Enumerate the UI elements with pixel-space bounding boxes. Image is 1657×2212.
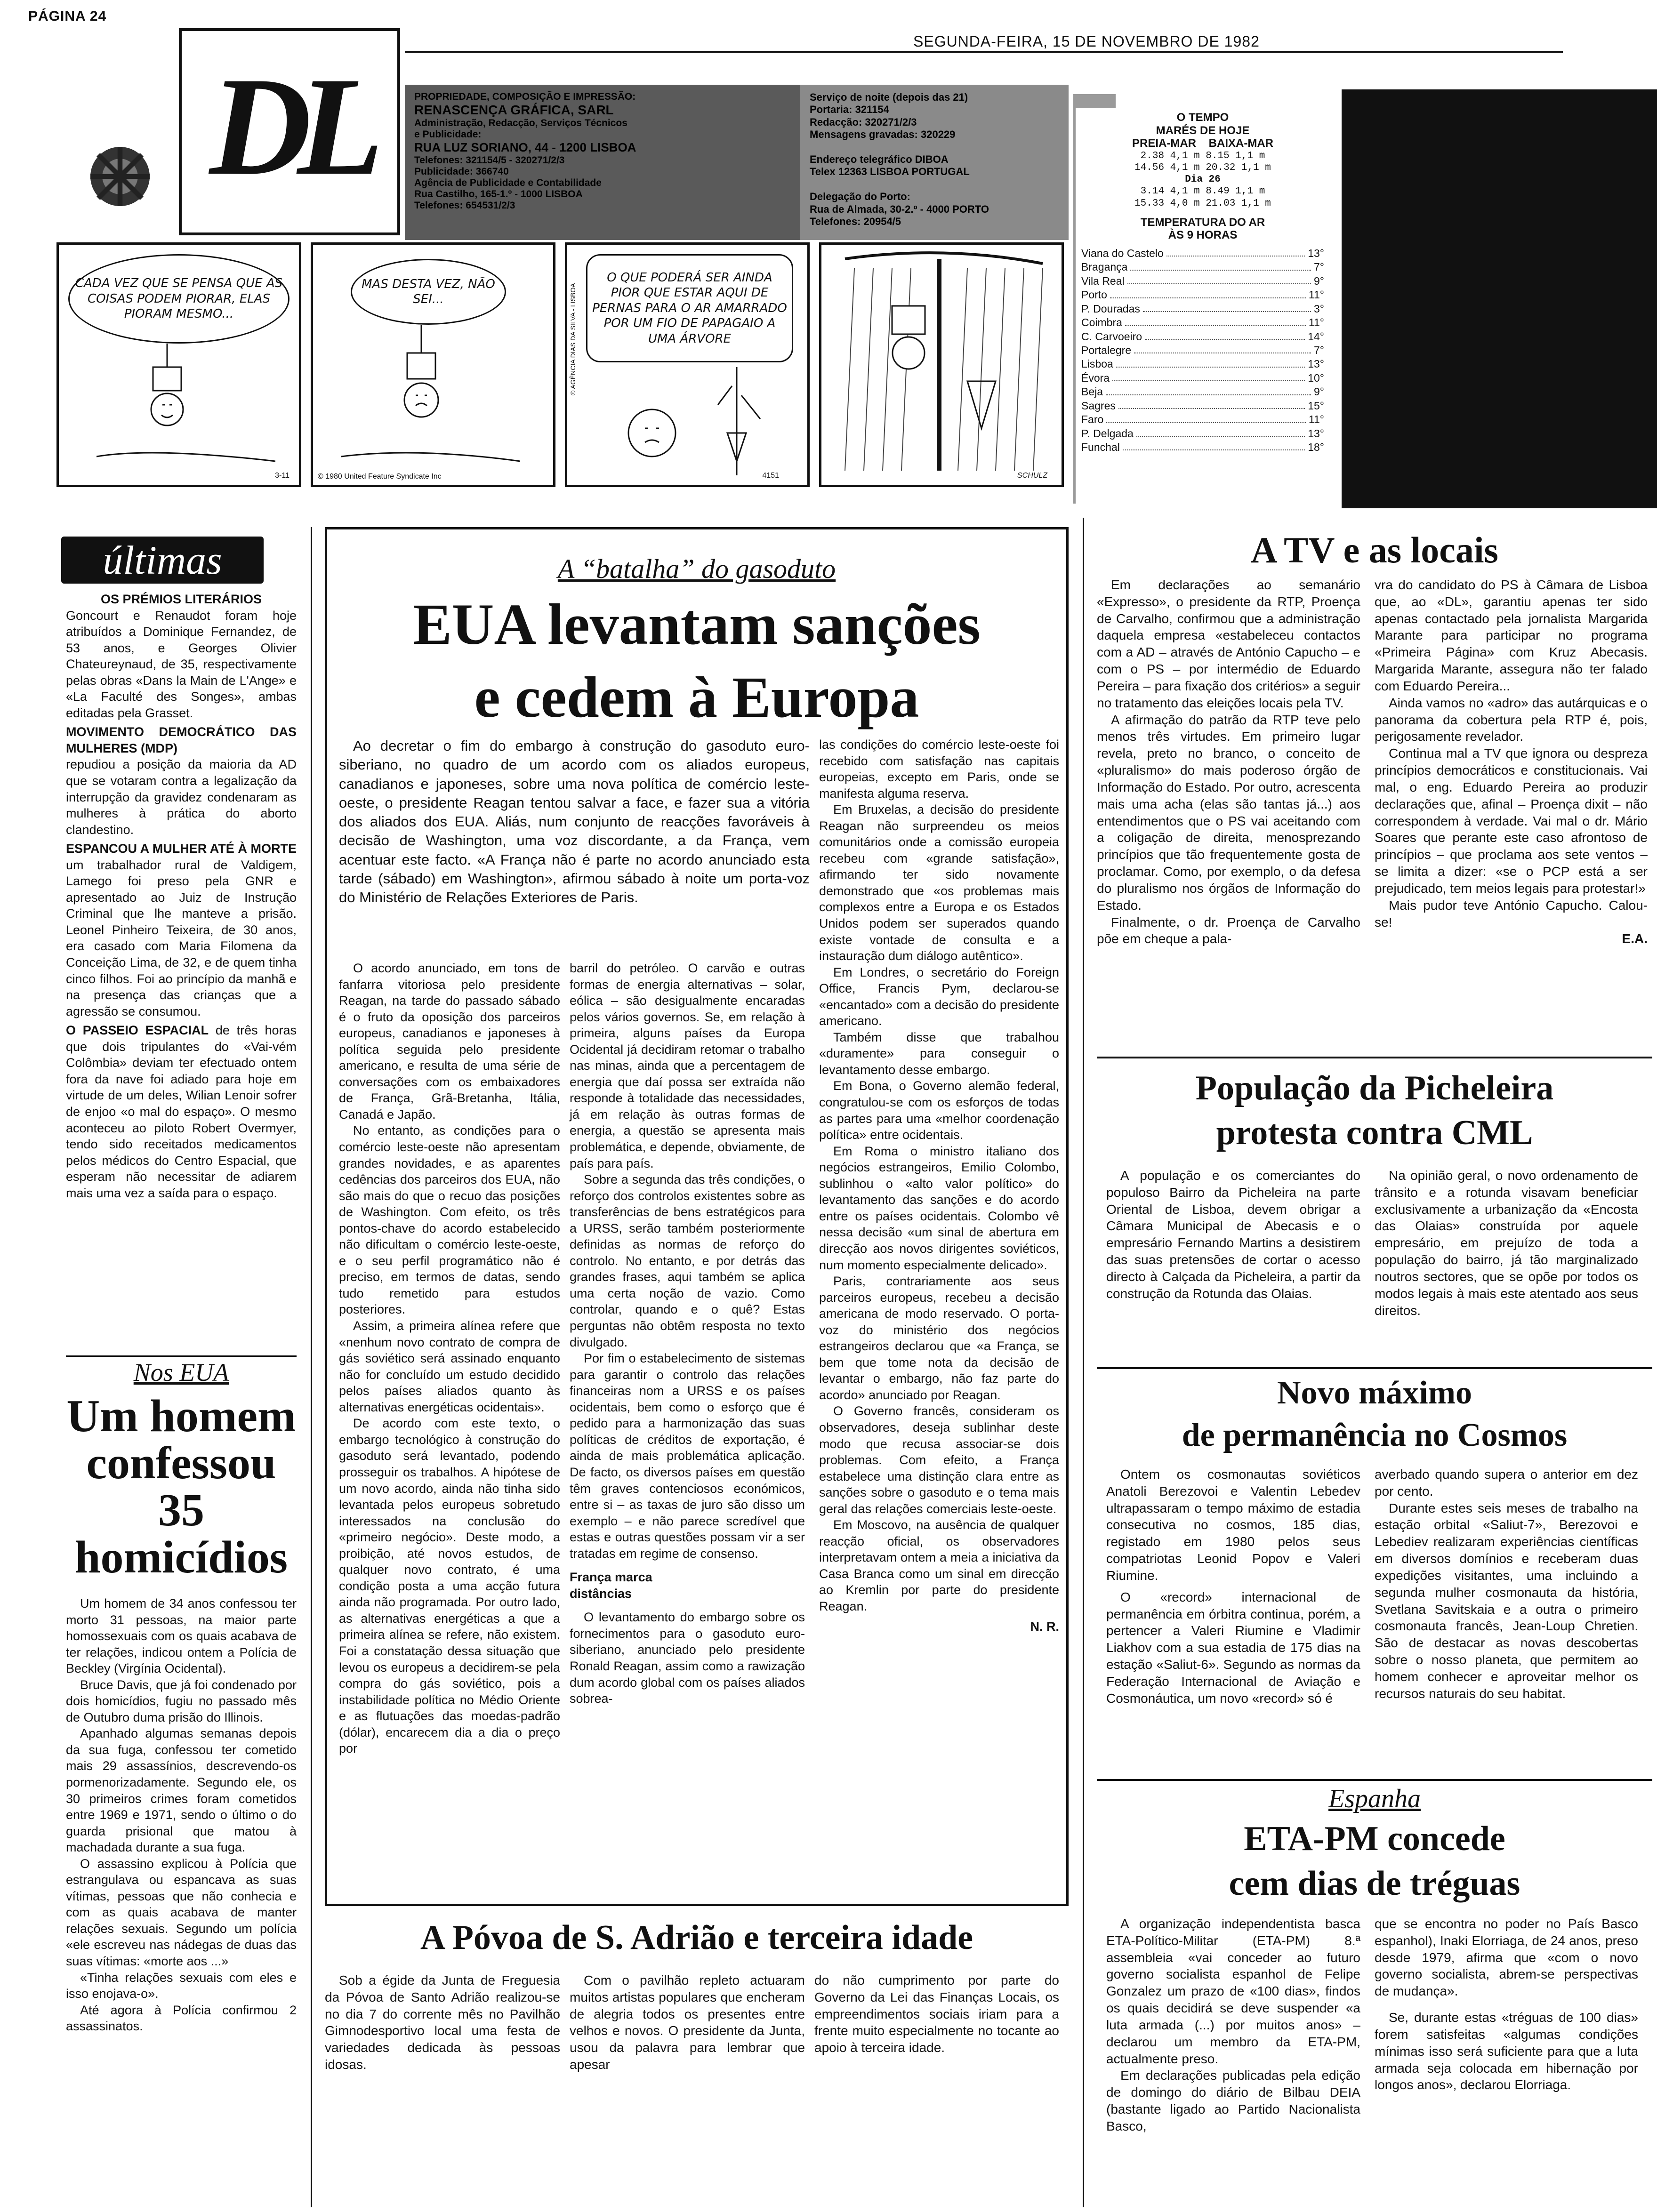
paragraph: vra do candidato do PS à Câmara de Lisboa que, ao «DL», garantiu apenas ter sido apenas contactado pela jornalista Margarida Marante para participar no programa «Primeira Página» com Kruz Abecasis. Margarida Marante, assegura não ter falado com Eduardo Pereira...	[1375, 577, 1648, 693]
city-temperature: 10°	[1308, 371, 1324, 384]
city-name: Bragança	[1081, 261, 1128, 273]
city-name: Sagres	[1081, 399, 1116, 412]
tide-row: 3.14 4,1 m 8.49 1,1 m	[1140, 186, 1265, 197]
city-temperature-row	[1081, 274, 1324, 288]
article-column	[570, 1972, 805, 2073]
city-temperature: 14°	[1308, 330, 1324, 343]
headline-line-1: Novo máximo	[1277, 1375, 1472, 1411]
article-column	[1106, 1466, 1360, 1707]
imprint-block	[405, 85, 819, 240]
city-temperature-row	[1081, 344, 1324, 357]
imprint-line: Publicidade: 366740	[414, 166, 509, 177]
dot-leader	[1118, 399, 1305, 409]
dot-leader	[1145, 330, 1305, 340]
city-temperature: 9°	[1314, 274, 1324, 287]
brief-body: um trabalhador rural de Valdigem, Lamego foi preso pela GNR e apresentado ao Juiz de Instrução Criminal que lhe manteve a prisão. Leonel Pinheiro Teixeira, de 30 anos, era casado com Maria Filomena da Conceição Lima, de 32, e de quem tinha cinco filhos. Foi ao princípio da manhã e na presença das crianças que a agressão se consumou.	[66, 858, 297, 1018]
speech-bubble: O QUE PODERÁ SER AINDA PIOR QUE ESTAR AQUI DE PERNAS PARA O AR AMARRADO POR UM FIO DE PAPAGAIO A UMA ÁRVORE	[586, 254, 793, 362]
brief-body: repudiou a posição da maioria da AD que se votaram contra a legalização da interrupção da gravidez condenaram as mulheres à prática do aborto clandestino.	[66, 757, 297, 837]
service-line: Endereço telegráfico DIBOA	[810, 153, 949, 165]
paragraph: Finalmente, o dr. Proença de Carvalho põe em cheque a pala-	[1097, 914, 1360, 946]
article-column	[1097, 577, 1360, 947]
paragraph: Se, durante estas «tréguas de 100 dias» forem satisfeitas «algumas condições mínimas isso será suficiente para que a luta armada seja colocada em hibernação por longos anos», declarou Elorriaga.	[1375, 2010, 1638, 2092]
paragraph: Em Bona, o Governo alemão federal, congratulou-se com os esforços de todas as partes para uma «melhor coordenação política» entre ocidentais.	[819, 1079, 1059, 1142]
dot-leader	[1143, 302, 1311, 312]
agency-credit: © AGÊNCIA DIAS DA SILVA - LISBOA	[569, 283, 577, 395]
paragraph: O «record» internacional de permanência em órbitra continua, porém, a pertencer a Valeri Riumine e Vladimir Liakhov com a sua estadia de 175 dias na estação «Saliut-6». Segundo as normas da Federação Internacional de Aviação e Cosmonáutica, um novo «record» só é	[1106, 1589, 1360, 1706]
imprint-line: Telefones: 321154/5 - 320271/2/3	[414, 154, 565, 166]
paragraph: las condições do comércio leste-oeste foi recebido com satisfação nas capitais europeias, excepto em Paris, onde se manifesta alguma reserva.	[819, 737, 1059, 801]
imprint-line: RENASCENÇA GRÁFICA, SARL	[414, 103, 614, 118]
dot-leader	[1116, 357, 1305, 367]
city-name: P. Douradas	[1081, 302, 1140, 315]
city-name: Faro	[1081, 413, 1104, 426]
service-line	[810, 178, 1059, 191]
brief-heading: MOVIMENTO DEMOCRÁTICO DAS MULHERES (MDP)	[66, 725, 297, 755]
article-column-3	[819, 737, 1059, 1635]
city-temperature: 13°	[1308, 358, 1324, 370]
service-line: Delegação do Porto:	[810, 191, 910, 203]
dot-leader	[1166, 247, 1305, 256]
paragraph: Em declarações ao semanário «Expresso», o presidente da RTP, Proença de Carvalho, confirmou que a administração daquela empresa «estabeleceu contactos com a AD – através de António Capucho – e com o PS – por intermédio de Eduardo Pereira – para fixação dos critérios» a seguir no tratamento das eleições locais pela TV.	[1097, 577, 1360, 710]
paragraph: Também disse que trabalhou «duramente» para conseguir o levantamento desse embargo.	[819, 1030, 1059, 1077]
city-name: Lisboa	[1081, 358, 1113, 370]
paragraph: A organização independentista basca ETA-Político-Militar (ETA-PM) 8.ª assembleia «vai conceder ao futuro governo socialista espanhol de Felipe Gonzalez um prazo de «100 dias», findos os quais decidirá se deve suspender «a luta armada (...) por muitos anos» – declarou um membro da ETA-PM, actualmente preso.	[1106, 1916, 1360, 2066]
headline-line-1: ETA-PM concede	[1244, 1819, 1505, 1858]
weather-title: O TEMPO	[1176, 111, 1229, 124]
lead-paragraph	[339, 737, 810, 907]
paragraph: O assassino explicou à Polícia que estrangulava ou espancava as suas vítimas, pessoas que não conhecia e com as quais acabava de manter relações sexuais. Segundo um polícia «ele escreveu nas nádegas de duas das suas vítimas: «morte aos ...»	[66, 1856, 297, 1969]
paragraph: O Governo francês, consideram os observadores, deseja sublinhar deste modo que recusa associar-se dois problemas. Com efeito, a França estabelece uma distinção clara entre as sanções sobre o gasoduto e o tema mais geral das relações comerciais leste-oeste.	[819, 1404, 1059, 1516]
section-rule	[1097, 1779, 1652, 1781]
tree-rain-drawing	[826, 249, 1062, 480]
city-temperature: 15°	[1308, 399, 1324, 412]
imprint-line: e Publicidade:	[414, 129, 482, 140]
signature: N. R.	[1030, 1619, 1059, 1634]
tide-row: 15.33 4,0 m 21.03 1,1 m	[1134, 198, 1271, 209]
charlie-brown-tree-drawing	[595, 367, 793, 480]
masthead-logo	[179, 28, 400, 235]
black-panel	[1342, 89, 1657, 508]
article-column-2	[570, 960, 805, 1707]
comic-code: 4151	[762, 472, 779, 480]
paragraph: Em Moscovo, na ausência de qualquer reacção oficial, os observadores interpretavam ontem a meia a iniciativa da Casa Branca como um sinal em direcção ao Kremlin por parte do presidente Reagan.	[819, 1518, 1059, 1613]
snoopy-kite-drawing	[97, 339, 275, 480]
imprint-line: Agência de Publicidade e Contabilidade	[414, 177, 602, 188]
comic-strip	[56, 242, 1073, 487]
paragraph: Durante estes seis meses de trabalho na estação orbital «Saliut-7», Berezovoi e Lebediev realizaram experiências científicas em diversos domínios e receberam duas expedições visitantes, uma incluindo a segunda mulher cosmonauta da história, Svetlana Savitskaia e a outra o primeiro cosmonauta francês, Jean-Loup Chretien. São de destacar as novas descobertas sobre o nosso planeta, que permitem ao homem conhecer e aproveitar melhor os recursos naturais do seu habitat.	[1375, 1500, 1638, 1701]
paragraph: Em Londres, o secretário do Foreign Office, Francis Pym, declarou-se «encantado» com a decisão do presidente americano.	[819, 965, 1059, 1028]
city-name: Funchal	[1081, 441, 1120, 454]
logo-text: DL	[209, 48, 370, 204]
weather-box	[1076, 108, 1330, 504]
paragraph: Continua mal a TV que ignora ou despreza princípios democráticos e constitucionais. Vai mal, o eng. Eduardo Pereira ao produzir declarações que, afinal – Proença dixit – não correspondem à verdade. Vai mal o dr. Mário Soares que perante este caso afrontoso de princípios – que proclama aos sete ventos – se limita a dizer: «se o PCP está a ser prejudicado, tem meios legais para protestar!»	[1375, 746, 1648, 896]
city-name: Portalegre	[1081, 344, 1132, 356]
tides-title: MARÉS DE HOJE	[1156, 124, 1250, 137]
paragraph: Assim, a primeira alínea refere que «nenhum novo contrato de compra de gás soviético será assinado enquanto não for concluído um estudo decidido pelos países aliados quanto às alternativas energéticas ocidentais».	[339, 1319, 560, 1414]
service-line	[810, 141, 1059, 153]
paragraph: Bruce Davis, que já foi condenado por dois homicídios, fugiu no passado mês de Outubro duma prisão do Illinois.	[66, 1677, 297, 1724]
city-temperature: 7°	[1314, 261, 1324, 273]
paragraph: O acordo anunciado, em tons de fanfarra vitoriosa pelo presidente Reagan, na tarde do passado sábado é o fruto da oposição dos parceiros europeus, canadianos e japoneses à política seguida pelo presidente americano, e resulta de uma série de conversações com os embaixadores de França, Grã-Bretanha, Itália, Canadá e Japão.	[339, 961, 560, 1122]
headline-line-2: protesta contra CML	[1216, 1114, 1533, 1152]
city-temperature-row	[1081, 260, 1324, 274]
charlie-brown-drawing	[341, 325, 520, 475]
ultimas-banner: últimas	[61, 537, 264, 584]
headline-line-2: de permanência no Cosmos	[1182, 1417, 1568, 1453]
paragraph: Ao decretar o fim do embargo à construção do gasoduto euro-siberiano, no quadro de um acordo com os aliados europeus, canadianos e japoneses, sobre uma nova política de comércio leste-oeste, o presidente Reagan tentou salvar a face, e fazer sua a vitória dos aliados dos EUA. Aliás, num conjunto de reacções favoráveis à decisão de Washington, uma voz discordante, a da França, vem acentuar este facto. «A França não é parte no acordo anunciado esta tarde (sábado) em Washington», afirmou sábado à noite um porta-voz do Ministério de Relações Exteriores de Paris.	[339, 737, 810, 906]
brief-heading: O PASSEIO ESPACIAL	[66, 1023, 209, 1038]
service-line: Mensagens gravadas: 320229	[810, 128, 956, 141]
article-column	[1375, 1915, 1638, 2093]
paragraph: Em Roma o ministro italiano dos negócios estrangeiros, Emilio Colombo, sublinhou o «alto valor político» do levantamento das sanções e do acordo entre os países ocidentais. Colombo vê nessa decisão «um sinal de abertura em direcção aos novos dirigentes soviéticos, num momento especialmente delicado».	[819, 1144, 1059, 1272]
dot-leader	[1136, 427, 1305, 437]
city-temperature: 11°	[1308, 413, 1324, 426]
paragraph: No entanto, as condições para o comércio leste-oeste não apresentam grandes novidades, e as aparentes cedências dos parceiros dos EUA, não são mais do que o recuo das posições de Washington. Com efeito, os três pontos-chave do acordo estabelecido não dificultam o comércio leste-oeste, e o seu perfil programático não é preciso, em termos de datas, sendo tudo remetido para estudos posteriores.	[339, 1123, 560, 1317]
section-rule	[66, 1355, 297, 1357]
service-block	[800, 85, 1069, 240]
ultimas-column	[66, 591, 297, 1201]
paragraph: Um homem de 34 anos confessou ter morto 31 pessoas, na maior parte homossexuais com os quais acabava de ter relações, indicou ontem a Polícia de Beckley (Virgínia Ocidental).	[66, 1596, 297, 1676]
comic-panel-2	[311, 242, 555, 487]
paragraph: Em declarações publicadas pela edição de domingo do diário de Bilbau DEIA (bastante ligado ao Partido Nacionalista Basco,	[1106, 2068, 1360, 2133]
dot-leader	[1130, 260, 1311, 270]
paragraph: O levantamento do embargo sobre os fornecimentos para o gasoduto euro-siberiano, anunciado pelo presidente Ronald Reagan, assim como a rawização dum acordo global com os países aliados sobrea-	[570, 1610, 805, 1706]
city-temperature: 9°	[1314, 385, 1324, 398]
comic-panel-3	[565, 242, 810, 487]
paragraph: Sobre a segunda das três condições, o reforço dos controlos existentes sobre as transferências de bens estratégicos para a URSS, serão também posteriormente definidas as normas de reforço do controlo. No entanto, e por detrás das grandes frases, aqui também se aplica uma certa noção de vazio. Como controlar, quando e o quê? Estas perguntas não obtêm resposta no texto divulgado.	[570, 1172, 805, 1349]
signature: E.A.	[1622, 931, 1648, 946]
city-temperature: 7°	[1314, 344, 1324, 356]
paragraph: Apanhado algumas semanas depois da sua fuga, confessou ter cometido mais 29 assassínios, descrevendo-os pormenorizadamente. Segundo ele, os 30 primeiros crimes foram cometidos entre 1969 e 1971, sendo o último o do guarda prisional que matou à machadada durante a sua fuga.	[66, 1726, 297, 1855]
paragraph: A afirmação do patrão da RTP teve pelo menos três virtudes. Em primeiro lugar revela, preto no branco, o conceito de «pluralismo» do mais poderoso órgão de Informação do Estado. Por outro, acrescenta mais uma acha (elas são tantas já...) aos entendimentos que o PS vai aceitando com a coligação de direita, menosprezando princípios que tão frequentemente gosta de proclamar. Como, por exemplo, o da defesa do pluralismo nos órgãos de Informação do Estado.	[1097, 712, 1360, 913]
tide-row: 2.38 4,1 m 8.15 1,1 m	[1140, 150, 1265, 161]
paragraph: que se encontra no poder no País Basco espanhol), Inaki Elorriaga, de 24 anos, preso desde 1979, afirma que «com o novo governo socialista, abrem-se perspectivas de mudança».	[1375, 1916, 1638, 1999]
page-number: PÁGINA 24	[28, 8, 107, 24]
paragraph: Mais pudor teve António Capucho. Calou-se!	[1375, 898, 1648, 930]
article-column	[325, 1972, 560, 2073]
dot-leader	[1106, 413, 1306, 423]
article-column	[1375, 577, 1648, 947]
city-temperature-row	[1081, 399, 1324, 413]
comic-copyright: © 1980 United Feature Syndicate Inc	[318, 473, 442, 481]
city-temperature: 13°	[1308, 247, 1324, 259]
section-rule	[1097, 1367, 1652, 1369]
city-temperature: 11°	[1308, 289, 1324, 301]
city-temperature-row	[1081, 441, 1324, 454]
service-line: Portaria: 321154	[810, 104, 889, 116]
speech-bubble: CADA VEZ QUE SE PENSA QUE AS COISAS PODEM PIORAR, ELAS PIORAM MESMO...	[68, 254, 290, 344]
city-name: Coimbra	[1081, 316, 1122, 329]
brief-body: de três horas que dois tripulantes do «Vai-vém Colômbia» deviam ter efectuado ontem fora da nave foi adiado para hoje em virtude de um deles, Wilian Lenoir sofrer de enjoo «o mal do espaço». O mesmo aconteceu ao piloto Robert Overmyer, tendo sido receitados medicamentos pelos médicos do Centro Espacial, que esperam não necessitar de adiarem mais uma vez a saída para o espaço.	[66, 1023, 297, 1200]
dot-leader	[1110, 288, 1306, 298]
tide-day: Dia 26	[1185, 174, 1221, 185]
city-temperature-row	[1081, 371, 1324, 385]
section-kicker: A “batalha” do gasoduto	[557, 553, 836, 584]
service-line: Serviço de noite (depois das 21)	[810, 91, 968, 103]
paragraph: Sob a égide da Junta de Freguesia da Póvoa de Santo Adrião realizou-se no dia 7 do corrente mês no Pavilhão Gimnodesportivo local uma festa de variedades dedicada às pessoas idosas.	[325, 1973, 560, 2072]
paragraph: «Tinha relações sexuais com eles e isso enojava-o».	[66, 1970, 297, 2001]
brief-heading: ESPANCOU A MULHER ATÉ À MORTE	[66, 842, 297, 856]
paragraph: Por fim o estabelecimento de sistemas para garantir o controlo das relações financeiras nom a URSS e os países ocidentais, bem como o esforço que é pedido para a harmonização das suas políticas de créditos de exportação, é ainda de mais problemática aplicação. De facto, os diversos países em questão têm graves contenciosos económicos, entre si – as taxas de juro são disso um exemplo – e não parece scredível que estas e outras questões possam vir a ser tratadas em regime de consenso.	[570, 1351, 805, 1561]
paragraph: averbado quando supera o anterior em dez por cento.	[1375, 1467, 1638, 1499]
comic-panel-4	[819, 242, 1064, 487]
headline: A Póvoa de S. Adrião e terceira idade	[420, 1918, 973, 1957]
tide-row: 14.56 4,1 m 20.32 1,1 m	[1134, 162, 1271, 173]
subheading: França marca distâncias	[570, 1570, 652, 1601]
city-temperature-row	[1081, 357, 1324, 371]
city-temperature: 3°	[1314, 302, 1324, 315]
imprint-line: Rua Castilho, 165-1.º - 1000 LISBOA	[414, 188, 583, 200]
article-column	[1375, 1466, 1638, 1702]
paragraph: barril do petróleo. O carvão e outras formas de energia alternativas – solar, eólica – são desigualmente encaradas pelos vários governos. Se, em relação à primeira, alguns países da Europa Ocidental já decidiram retomar o trabalho nas minas, ainda que a percentagem de energia que daí possa ser extraída não responde à totalidade das necessidades, já em relação às outras formas de energia, a questão se apresenta mais problemática, e depende, obviamente, de país para país.	[570, 961, 805, 1170]
imprint-line: Administração, Redacção, Serviços Técnicos	[414, 118, 627, 129]
service-line: Redacção: 320271/2/3	[810, 116, 917, 128]
header-rule	[405, 51, 1563, 53]
paragraph: De acordo com este texto, o embargo tecnológico à construção do gasoduto será levantado, podendo prosseguir os trabalhos. A hipótese de um novo acordo, ainda não tinha sido levantada pelos europeus sobretudo interessados na conclusão do «primeiro negócio». Deste modo, a proibição, até novos estudos, de qualquer novo contrato, é uma condição posta a uma acção futura ainda não programada. Por outro lado, as alternativas energéticas a que a primeira alínea se refere, não existem. Foi a constatação dessa situação que levou os europeus a decidirem-se pela compra do gás soviético, pois a instabilidade política no Médio Oriente e as flutuações das moedas-padrão (dólar), encarecem dia a dia o preço por	[339, 1416, 560, 1756]
city-name: P. Delgada	[1081, 427, 1134, 440]
city-name: Viana do Castelo	[1081, 247, 1164, 259]
city-name: Vila Real	[1081, 274, 1125, 287]
city-temperature-row	[1081, 247, 1324, 260]
dot-leader	[1134, 344, 1311, 353]
imprint-line: RUA LUZ SORIANO, 44 - 1200 LISBOA	[414, 140, 636, 154]
temperature-subtitle: ÀS 9 HORAS	[1168, 229, 1238, 242]
paragraph: Ainda vamos no «adro» das autárquicas e o panorama da cobertura pela RTP é, pois, perigosamente revelador.	[1375, 695, 1648, 744]
dot-leader	[1123, 441, 1305, 450]
city-temperature-row	[1081, 330, 1324, 344]
column-rule	[311, 527, 312, 2207]
paragraph: Na opinião geral, o novo ordenamento de trânsito e a rotunda visavam beneficiar exclusivamente a urbanização da «Encosta das Olaias» construída por aquele empresário, em prejuízo de toda a população do bairro, já tão marginalizado noutros sectores, que se opõe por todos os modos legais à mais este atentado aos seus direitos.	[1375, 1168, 1638, 1318]
city-temperature-row	[1081, 288, 1324, 302]
city-temperature-row	[1081, 302, 1324, 316]
headline-line-1: EUA levantam sanções	[413, 592, 981, 657]
paragraph: do não cumprimento por parte do Governo da Lei das Finanças Locais, os empreendimentos sociais iriam para a frente muito especialmente no tocante ao apoio à terceira idade.	[814, 1973, 1059, 2055]
headline: A TV e as locais	[1251, 529, 1498, 570]
comic-date: 3-11	[275, 472, 290, 480]
dot-leader	[1125, 316, 1306, 326]
section-rule	[1097, 1057, 1652, 1058]
city-temperature-row	[1081, 385, 1324, 399]
city-name: Beja	[1081, 385, 1103, 398]
imprint-line: Telefones: 654531/2/3	[414, 200, 515, 211]
speech-bubble: MAS DESTA VEZ, NÃO SEI...	[351, 259, 506, 325]
city-temperature-row	[1081, 413, 1324, 426]
article-column-1	[339, 960, 560, 1757]
city-name: Porto	[1081, 289, 1107, 301]
headline: Um homem confessou 35 homicídios	[66, 1391, 296, 1583]
dot-leader	[1112, 371, 1305, 381]
city-temperature: 11°	[1308, 316, 1324, 329]
paragraph: Paris, contrariamente aos seus parceiros europeus, recebeu a decisão americana de modo reservado. O porta-voz do ministério dos negócios estrangeiros declarou que «a França, se bem que tome nota da decisão de levantar o embargo, não faz parte do acordo» anunciado por Reagan.	[819, 1274, 1059, 1402]
city-temperature-row	[1081, 316, 1324, 329]
headline-line-2: e cedem à Europa	[474, 665, 919, 729]
service-line: Telex 12363 LISBOA PORTUGAL	[810, 166, 970, 178]
city-temperature-list	[1081, 247, 1324, 455]
city-temperature: 13°	[1308, 427, 1324, 440]
temperature-title: TEMPERATURA DO AR	[1140, 216, 1265, 229]
city-name: C. Carvoeiro	[1081, 330, 1142, 343]
section-kicker: Nos EUA	[133, 1358, 229, 1387]
paragraph: Ontem os cosmonautas soviéticos Anatoli Berezovoi e Valentin Lebedev ultrapassaram o tempo máximo de estadia consecutiva no cosmos, 185 dias, registado em 1980 pelos seus compatriotas Leonid Popov e Valeri Riumine.	[1106, 1467, 1360, 1583]
dot-leader	[1106, 385, 1311, 395]
headline-line-2: cem dias de tréguas	[1229, 1864, 1520, 1903]
headline-line-1: População da Picheleira	[1195, 1069, 1554, 1107]
artist-signature: SCHULZ	[1017, 472, 1047, 480]
emblem-icon	[71, 127, 169, 226]
section-kicker: Espanha	[1328, 1784, 1421, 1813]
city-temperature-row	[1081, 427, 1324, 441]
article-column	[1375, 1167, 1638, 1319]
paragraph: Em Bruxelas, a decisão do presidente Reagan não surpreendeu os meios comunitários onde a comissão europeia recebeu com «grande satisfação», afirmando ter sido novamente demonstrado que «os problemas mais complexos entre a Europa e os Estados Unidos podem ser superados quando existe vontade de consulta e a instauração dum diálogo autêntico».	[819, 802, 1059, 963]
column-rule	[1083, 518, 1084, 2207]
service-line: Telefones: 20954/5	[810, 215, 901, 227]
article-column	[814, 1972, 1059, 2056]
paragraph: A população e os comerciantes do populoso Bairro da Picheleira na parte Oriental de Lisboa, devem obrigar a Câmara Municipal de Abecasis e o empresário Fernando Martins a desistirem das suas pretensões de cortar o acesso directo à Calçada da Picheleira, a partir da construção da Rotunda das Olaias.	[1106, 1168, 1360, 1301]
imprint-line: PROPRIEDADE, COMPOSIÇÃO E IMPRESSÃO:	[414, 91, 636, 102]
tides-columns: PREIA-MAR BAIXA-MAR	[1132, 137, 1273, 150]
article-body	[66, 1595, 297, 2035]
dot-leader	[1127, 274, 1311, 284]
city-temperature: 18°	[1308, 441, 1324, 454]
brief-body: Goncourt e Renaudot foram hoje atribuídos a Dominique Fernandez, de 53 anos, e Georges Olivier Chateureynaud, de 35, respectivamente pelas obras «Dans la Main de L'Ange» e «La Faculté des Songes», ambas editadas pela Grasset.	[66, 608, 297, 720]
date-line: SEGUNDA-FEIRA, 15 DE NOVEMBRO DE 1982	[913, 33, 1260, 50]
city-name: Évora	[1081, 371, 1110, 384]
article-column	[1106, 1167, 1360, 1302]
service-line: Rua de Almada, 30-2.º - 4000 PORTO	[810, 203, 989, 215]
article-column	[1106, 1915, 1360, 2135]
comic-panel-1	[56, 242, 301, 487]
paragraph: Com o pavilhão repleto actuaram muitos artistas populares que encheram de alegria todos os presentes entre velhos e novos. O presidente da Junta, usou da palavra para lembrar que apesar	[570, 1973, 805, 2072]
paragraph: Até agora à Polícia confirmou 2 assassinatos.	[66, 2003, 297, 2034]
brief-heading: OS PRÉMIOS LITERÁRIOS	[100, 592, 262, 606]
